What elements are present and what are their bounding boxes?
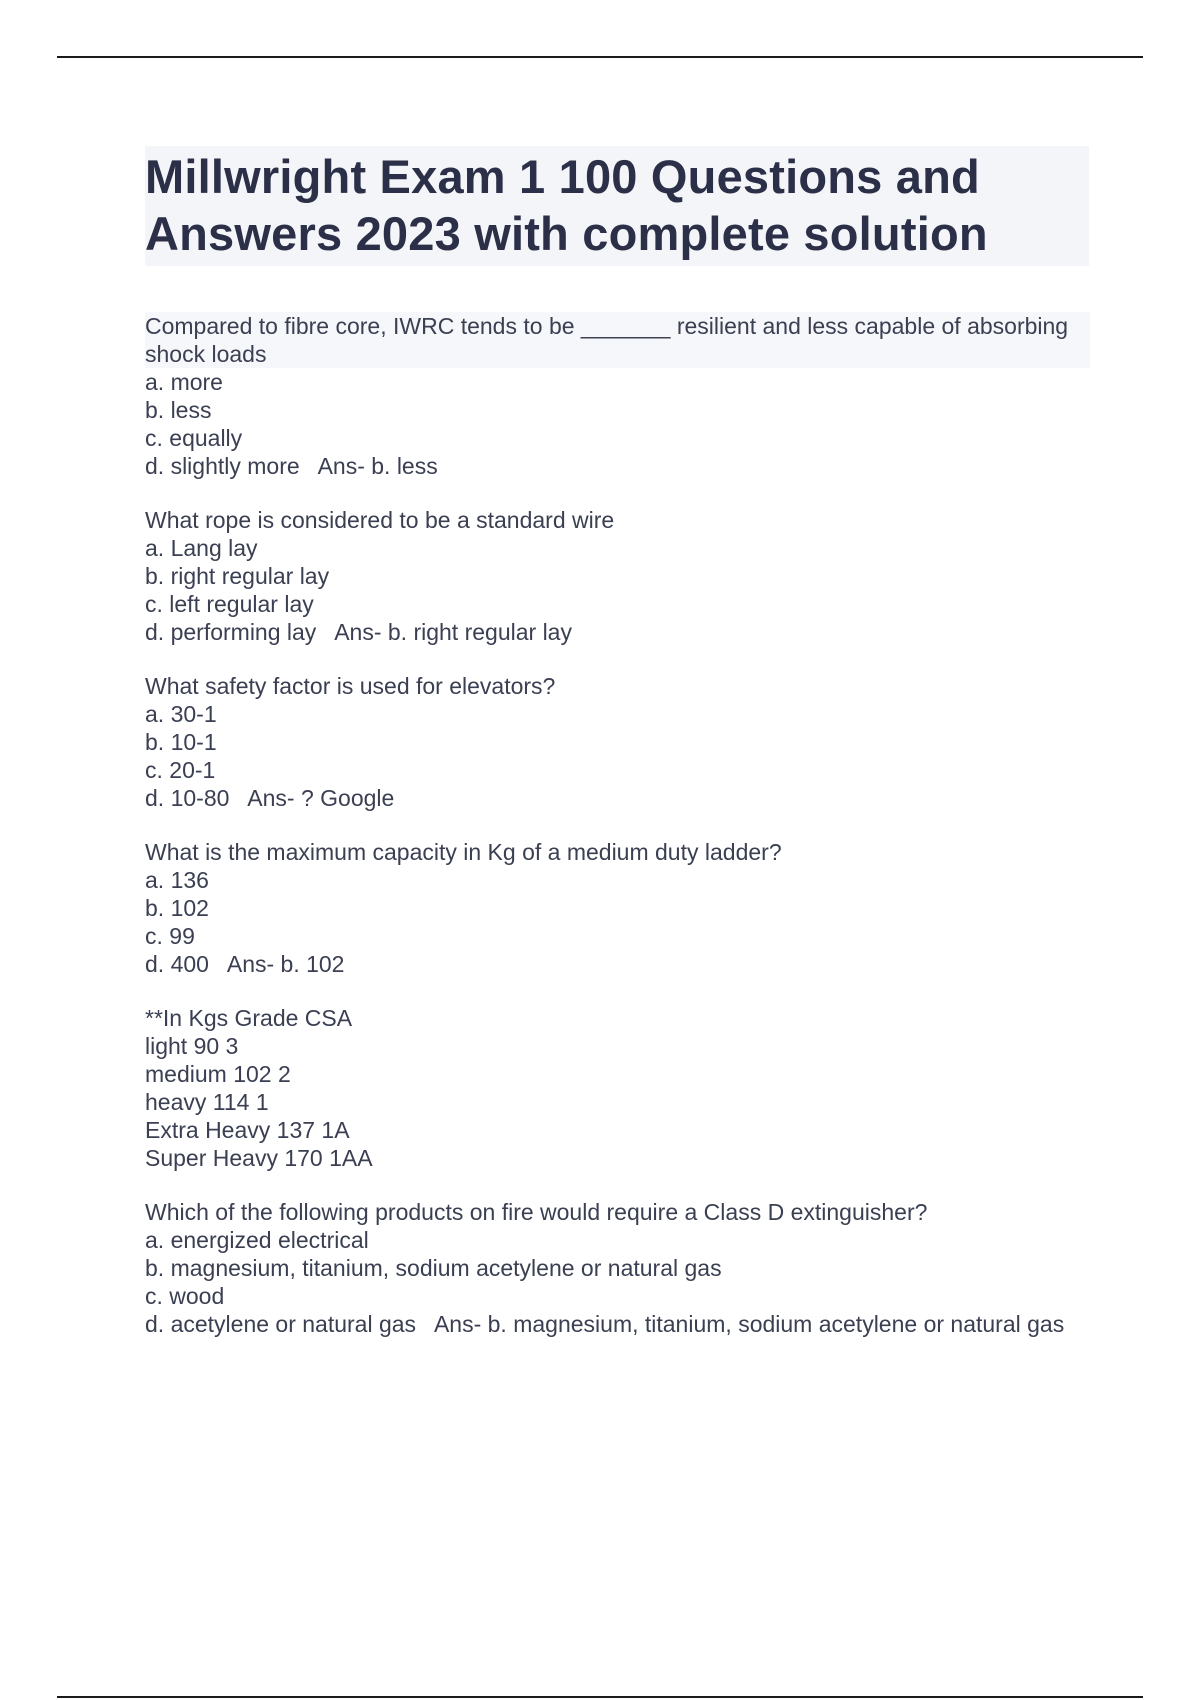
question-block-2 xyxy=(145,506,1090,646)
question-block-1 xyxy=(145,312,1090,480)
question-block-3 xyxy=(145,672,1090,812)
grade-note-block xyxy=(145,1004,1090,1172)
note-line: Super Heavy 170 1AA xyxy=(145,1145,373,1171)
option-line: b. right regular lay xyxy=(145,563,330,589)
option-line: b. magnesium, titanium, sodium acetylene or natural gas xyxy=(145,1255,722,1281)
question-text: What rope is considered to be a standard wire xyxy=(145,507,615,533)
question-text: What safety factor is used for elevators? xyxy=(145,673,556,699)
option-answer-line: d. slightly more Ans- b. less xyxy=(145,453,438,479)
option-line: c. wood xyxy=(145,1283,225,1309)
option-line: a. Lang lay xyxy=(145,535,258,561)
option-line: c. equally xyxy=(145,425,243,451)
question-text: What is the maximum capacity in Kg of a medium duty ladder? xyxy=(145,839,782,865)
option-answer-line: d. 10-80 Ans- ? Google xyxy=(145,785,395,811)
note-line: light 90 3 xyxy=(145,1033,239,1059)
note-line: Extra Heavy 137 1A xyxy=(145,1117,350,1143)
option-answer-line: d. 400 Ans- b. 102 xyxy=(145,951,345,977)
option-line: a. more xyxy=(145,369,223,395)
option-answer-line: d. performing lay Ans- b. right regular lay xyxy=(145,619,572,645)
option-line: b. 10-1 xyxy=(145,729,217,755)
option-line: a. 30-1 xyxy=(145,701,217,727)
question-text: Compared to fibre core, IWRC tends to be _______ resilient and less capable of absorbing shock loads xyxy=(145,312,1090,368)
header-rule xyxy=(57,56,1143,58)
note-line: medium 102 2 xyxy=(145,1061,291,1087)
option-line: c. 20-1 xyxy=(145,757,216,783)
option-line: a. 136 xyxy=(145,867,209,893)
option-line: b. less xyxy=(145,397,212,423)
document-title: Millwright Exam 1 100 Questions and Answers 2023 with complete solution xyxy=(145,150,988,260)
footer-rule xyxy=(57,1696,1143,1698)
questions-list xyxy=(145,312,1090,1364)
title-block xyxy=(145,146,1089,266)
note-heading: **In Kgs Grade CSA xyxy=(145,1005,353,1031)
note-line: heavy 114 1 xyxy=(145,1089,269,1115)
question-text: Which of the following products on fire would require a Class D extinguisher? xyxy=(145,1199,928,1225)
question-block-4 xyxy=(145,838,1090,978)
option-line: c. 99 xyxy=(145,923,195,949)
option-line: b. 102 xyxy=(145,895,209,921)
option-answer-line: d. acetylene or natural gas Ans- b. magnesium, titanium, sodium acetylene or natural gas xyxy=(145,1311,1065,1337)
question-block-5 xyxy=(145,1198,1090,1338)
option-line: a. energized electrical xyxy=(145,1227,369,1253)
option-line: c. left regular lay xyxy=(145,591,314,617)
